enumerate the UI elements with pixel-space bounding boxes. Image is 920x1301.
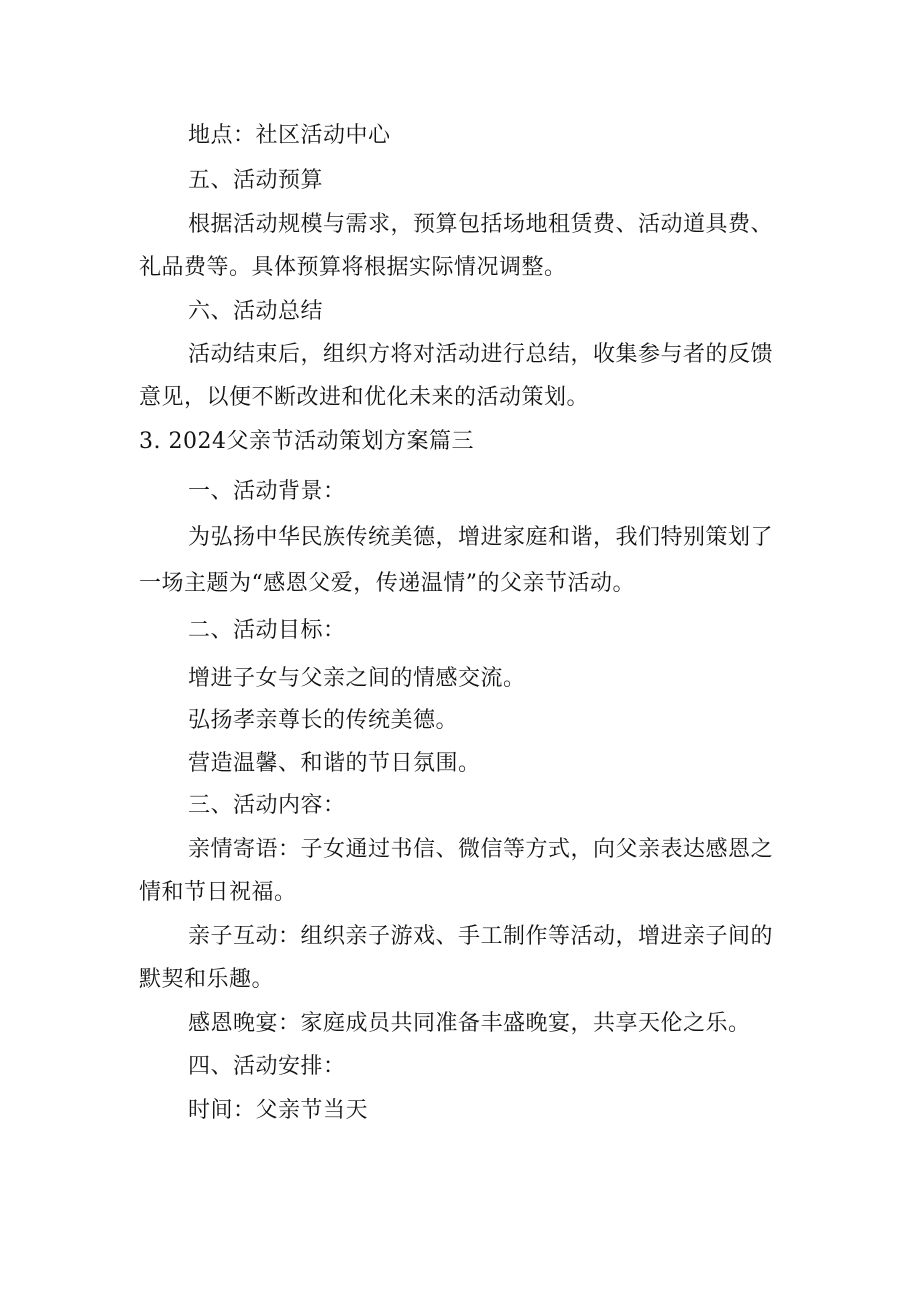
content-item-1-line-2: 情和节日祝福。 xyxy=(139,880,297,905)
goals-heading: 二、活动目标： xyxy=(188,618,346,643)
section-title: 3. 2024父亲节活动策划方案篇三 xyxy=(139,429,474,454)
goal-item-3: 营造温馨、和谐的节日氛围。 xyxy=(188,751,481,776)
location-line: 地点：社区活动中心 xyxy=(188,123,391,148)
background-paragraph-line-2: 一场主题为“感恩父爱，传递温情”的父亲节活动。 xyxy=(139,571,635,596)
summary-paragraph-line-1: 活动结束后，组织方将对活动进行总结，收集参与者的反馈 xyxy=(188,342,774,367)
content-item-2-line-2: 默契和乐趣。 xyxy=(139,967,275,992)
budget-paragraph-line-2: 礼品费等。具体预算将根据实际情况调整。 xyxy=(139,255,567,280)
background-heading: 一、活动背景： xyxy=(188,479,346,504)
content-item-3: 感恩晚宴：家庭成员共同准备丰盛晚宴，共享天伦之乐。 xyxy=(188,1011,751,1036)
time-line: 时间：父亲节当天 xyxy=(188,1098,369,1123)
content-item-1-line-1: 亲情寄语：子女通过书信、微信等方式，向父亲表达感恩之 xyxy=(188,837,774,862)
summary-heading: 六、活动总结 xyxy=(188,299,324,324)
goal-item-1: 增进子女与父亲之间的情感交流。 xyxy=(188,666,526,691)
schedule-heading: 四、活动安排： xyxy=(188,1054,346,1079)
summary-paragraph-line-2: 意见，以便不断改进和优化未来的活动策划。 xyxy=(139,385,590,410)
budget-paragraph-line-1: 根据活动规模与需求，预算包括场地租赁费、活动道具费、 xyxy=(188,212,774,237)
content-item-2-line-1: 亲子互动：组织亲子游戏、手工制作等活动，增进亲子间的 xyxy=(188,924,774,949)
content-heading: 三、活动内容： xyxy=(188,793,346,818)
goal-item-2: 弘扬孝亲尊长的传统美德。 xyxy=(188,708,459,733)
background-paragraph-line-1: 为弘扬中华民族传统美德，增进家庭和谐，我们特别策划了 xyxy=(188,525,774,550)
budget-heading: 五、活动预算 xyxy=(188,168,324,193)
